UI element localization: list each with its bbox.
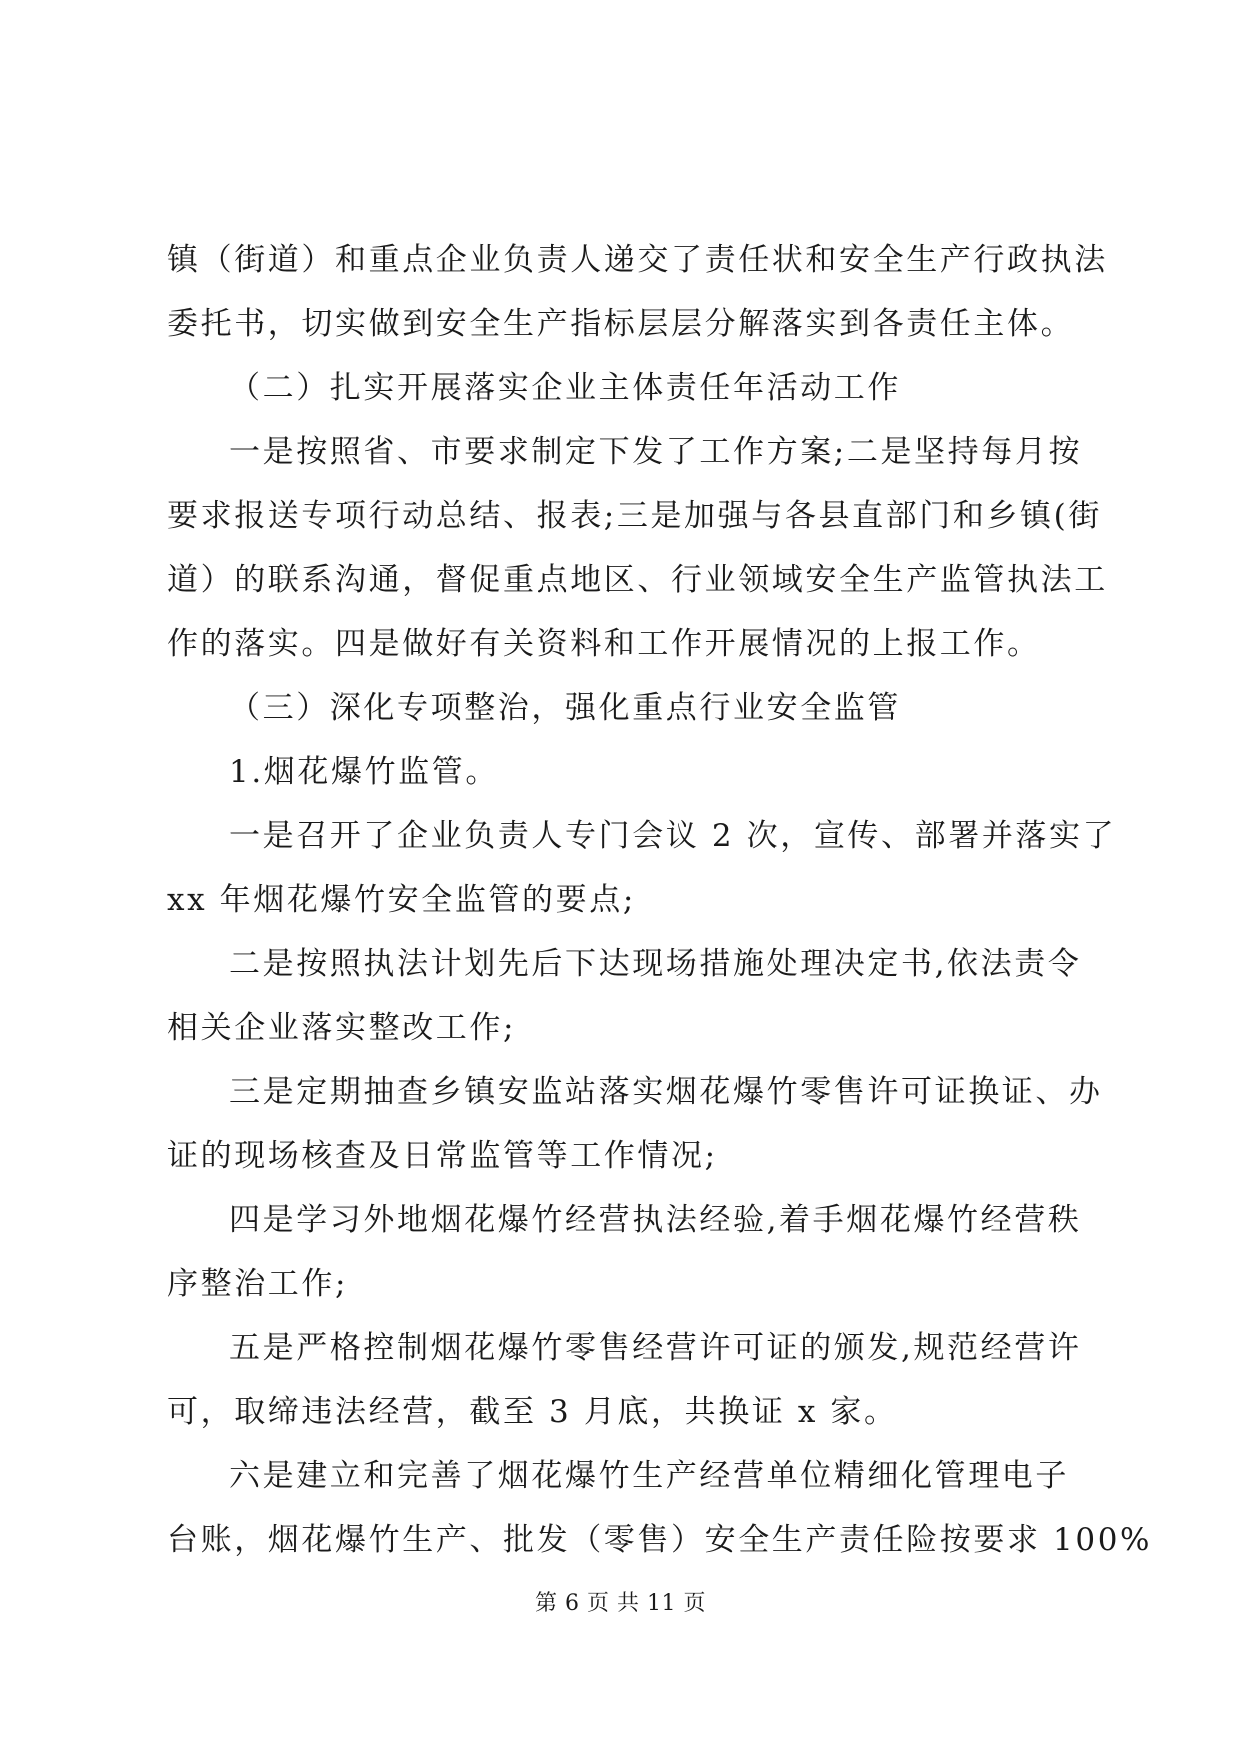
text-line: 委托书，切实做到安全生产指标层层分解落实到各责任主体。 — [167, 306, 1075, 342]
text-line: 六是建立和完善了烟花爆竹生产经营单位精细化管理电子 — [229, 1458, 1069, 1494]
text-line: 证的现场核查及日常监管等工作情况; — [167, 1138, 718, 1174]
text-line: 序整治工作; — [167, 1266, 349, 1302]
text-line: 道）的联系沟通，督促重点地区、行业领域安全生产监管执法工 — [167, 562, 1108, 598]
text-line: 台账，烟花爆竹生产、批发（零售）安全生产责任险按要求 100% — [167, 1522, 1153, 1558]
document-body — [167, 228, 1153, 1572]
text-line: 镇（街道）和重点企业负责人递交了责任状和安全生产行政执法 — [167, 242, 1108, 278]
subsection-heading: 1.烟花爆竹监管。 — [229, 754, 499, 790]
page-number-footer: 第 6 页 共 11 页 — [535, 1591, 706, 1616]
section-heading: （二）扎实开展落实企业主体责任年活动工作 — [229, 370, 901, 406]
text-line: 五是严格控制烟花爆竹零售经营许可证的颁发,规范经营许 — [229, 1330, 1082, 1366]
text-line: 可，取缔违法经营，截至 3 月底，共换证 x 家。 — [167, 1394, 898, 1430]
text-line: 三是定期抽查乡镇安监站落实烟花爆竹零售许可证换证、办 — [229, 1074, 1103, 1110]
text-line: 相关企业落实整改工作; — [167, 1010, 517, 1046]
text-line: 要求报送专项行动总结、报表;三是加强与各县直部门和乡镇(街 — [167, 498, 1102, 534]
text-line: 一是按照省、市要求制定下发了工作方案;二是坚持每月按 — [229, 434, 1083, 470]
text-line: 二是按照执法计划先后下达现场措施处理决定书,依法责令 — [229, 946, 1082, 982]
text-line: 作的落实。四是做好有关资料和工作开展情况的上报工作。 — [167, 626, 1041, 662]
text-line: 四是学习外地烟花爆竹经营执法经验,着手烟花爆竹经营秩 — [229, 1202, 1082, 1238]
section-heading: （三）深化专项整治，强化重点行业安全监管 — [229, 690, 901, 726]
text-line: xx 年烟花爆竹安全监管的要点; — [167, 882, 636, 918]
text-line: 一是召开了企业负责人专门会议 2 次，宣传、部署并落实了 — [229, 818, 1117, 854]
